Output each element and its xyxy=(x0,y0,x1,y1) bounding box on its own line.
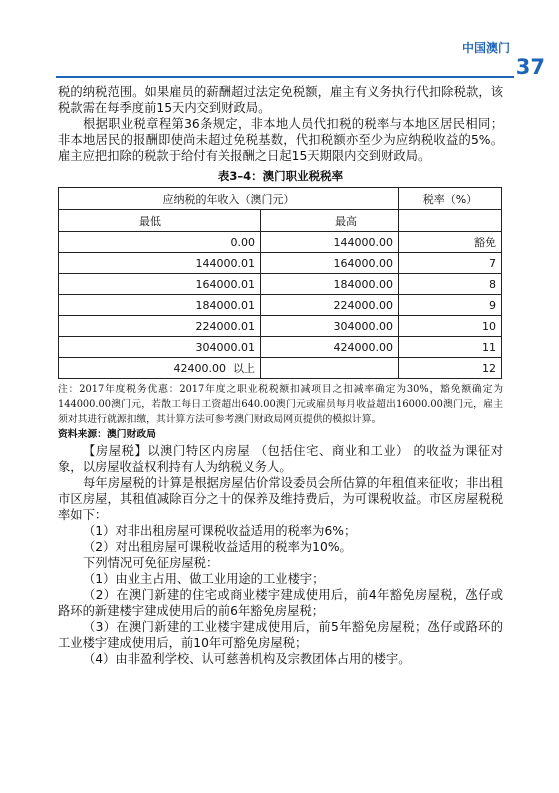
subheader-high: 最高 xyxy=(261,210,399,232)
table-row xyxy=(59,253,502,274)
cell-low: 0.00 xyxy=(59,232,261,253)
cell-low: 164000.01 xyxy=(59,274,261,295)
table-caption: 表3–4：澳门职业税税率 xyxy=(217,169,344,183)
cell-high: 164000.00 xyxy=(261,253,399,274)
table-header-row xyxy=(59,188,502,210)
cell-rate: 8 xyxy=(399,274,502,295)
cell-high: 224000.00 xyxy=(261,295,399,316)
cell-low: 184000.01 xyxy=(59,295,261,316)
page-header xyxy=(0,0,559,80)
table-row xyxy=(59,295,502,316)
table-row xyxy=(59,274,502,295)
cell-high: 304000.00 xyxy=(261,316,399,337)
cell-rate: 9 xyxy=(399,295,502,316)
table-row xyxy=(59,358,502,379)
header-rate: 税率（%） xyxy=(399,188,502,210)
list-item: （4）由非盈利学校、认可慈善机构及宗教团体占用的楼宇。 xyxy=(83,652,411,666)
table-subheader-row xyxy=(59,210,502,232)
paragraph: 每年房屋税的计算是根据房屋估价常设委员会所估算的年租值来征收；非出租市区房屋，其租值减除百分之十的保养及维持费后，为可课税收益。市区房屋税税率如下： xyxy=(58,476,503,522)
table-row xyxy=(59,232,502,253)
running-title: 中国澳门 xyxy=(461,41,510,55)
subheader-empty xyxy=(399,210,502,232)
page-number: 37 xyxy=(515,55,545,79)
cell-low: 224000.01 xyxy=(59,316,261,337)
paragraph: 税的纳税范围。如果雇员的薪酬超过法定免税额，雇主有义务执行代扣除税款，该税款需在每季度前15天内交到财政局。 xyxy=(58,85,503,115)
cell-rate: 豁免 xyxy=(399,232,502,253)
table-row xyxy=(59,337,502,358)
paragraph: 【房屋税】以澳门特区内房屋 （包括住宅、商业和工业） 的收益为课征对象，以房屋收益权利持有人为纳税义务人。 xyxy=(58,444,503,474)
cell-rate: 12 xyxy=(399,358,502,379)
list-item: （2）在澳门新建的住宅或商业楼宇建成使用后，前4年豁免房屋税，氹仔或路环的新建楼宇建成使用后的前6年豁免房屋税； xyxy=(58,588,503,618)
cell-rate: 11 xyxy=(399,337,502,358)
list-item: （1）由业主占用、做工业用途的工业楼宇； xyxy=(83,572,325,586)
paragraph: 下列情况可免征房屋税： xyxy=(83,556,219,570)
cell-high xyxy=(261,358,399,379)
header-income: 应纳税的年收入（澳门元） xyxy=(59,188,399,210)
list-item: （2）对出租房屋可课税收益适用的税率为10%。 xyxy=(83,540,352,554)
table-row xyxy=(59,316,502,337)
cell-low: 144000.01 xyxy=(59,253,261,274)
table-note: 注：2017年度税务优惠：2017年度之职业税税额扣减项目之扣减率确定为30%，豁免额确定为144000.00澳门元，若散工每日工资超出640.00澳门元或雇员每月收益超出16000.00澳门元，雇主须对其进行就源扣缴，其计算方法可参考澳门财政局网页提供的模拟计算。 xyxy=(58,384,503,425)
cell-low: 304000.01 xyxy=(59,337,261,358)
cell-low: 42400.00 以上 xyxy=(59,358,261,379)
subheader-low: 最低 xyxy=(59,210,261,232)
cell-rate: 10 xyxy=(399,316,502,337)
cell-rate: 7 xyxy=(399,253,502,274)
table-source: 资料来源：澳门财政局 xyxy=(58,429,156,440)
tax-rate-table xyxy=(58,187,502,379)
page-body xyxy=(58,84,503,667)
cell-high: 184000.00 xyxy=(261,274,399,295)
paragraph: 根据职业税章程第36条规定，非本地人员代扣税的税率与本地区居民相同；非本地居民的报酬即使尚未超过免税基数，代扣税额亦至少为应纳税收益的5%。雇主应把扣除的税款于给付有关报酬之日起15天期限内交到财政局。 xyxy=(58,117,503,163)
cell-high: 144000.00 xyxy=(261,232,399,253)
cell-high: 424000.00 xyxy=(261,337,399,358)
header-rule xyxy=(56,76,514,78)
list-item: （3）在澳门新建的工业楼宇建成使用后，前5年豁免房屋税；氹仔或路环的工业楼宇建成使用后，前10年可豁免房屋税； xyxy=(58,620,503,650)
list-item: （1）对非出租房屋可课税收益适用的税率为6%； xyxy=(83,524,357,538)
